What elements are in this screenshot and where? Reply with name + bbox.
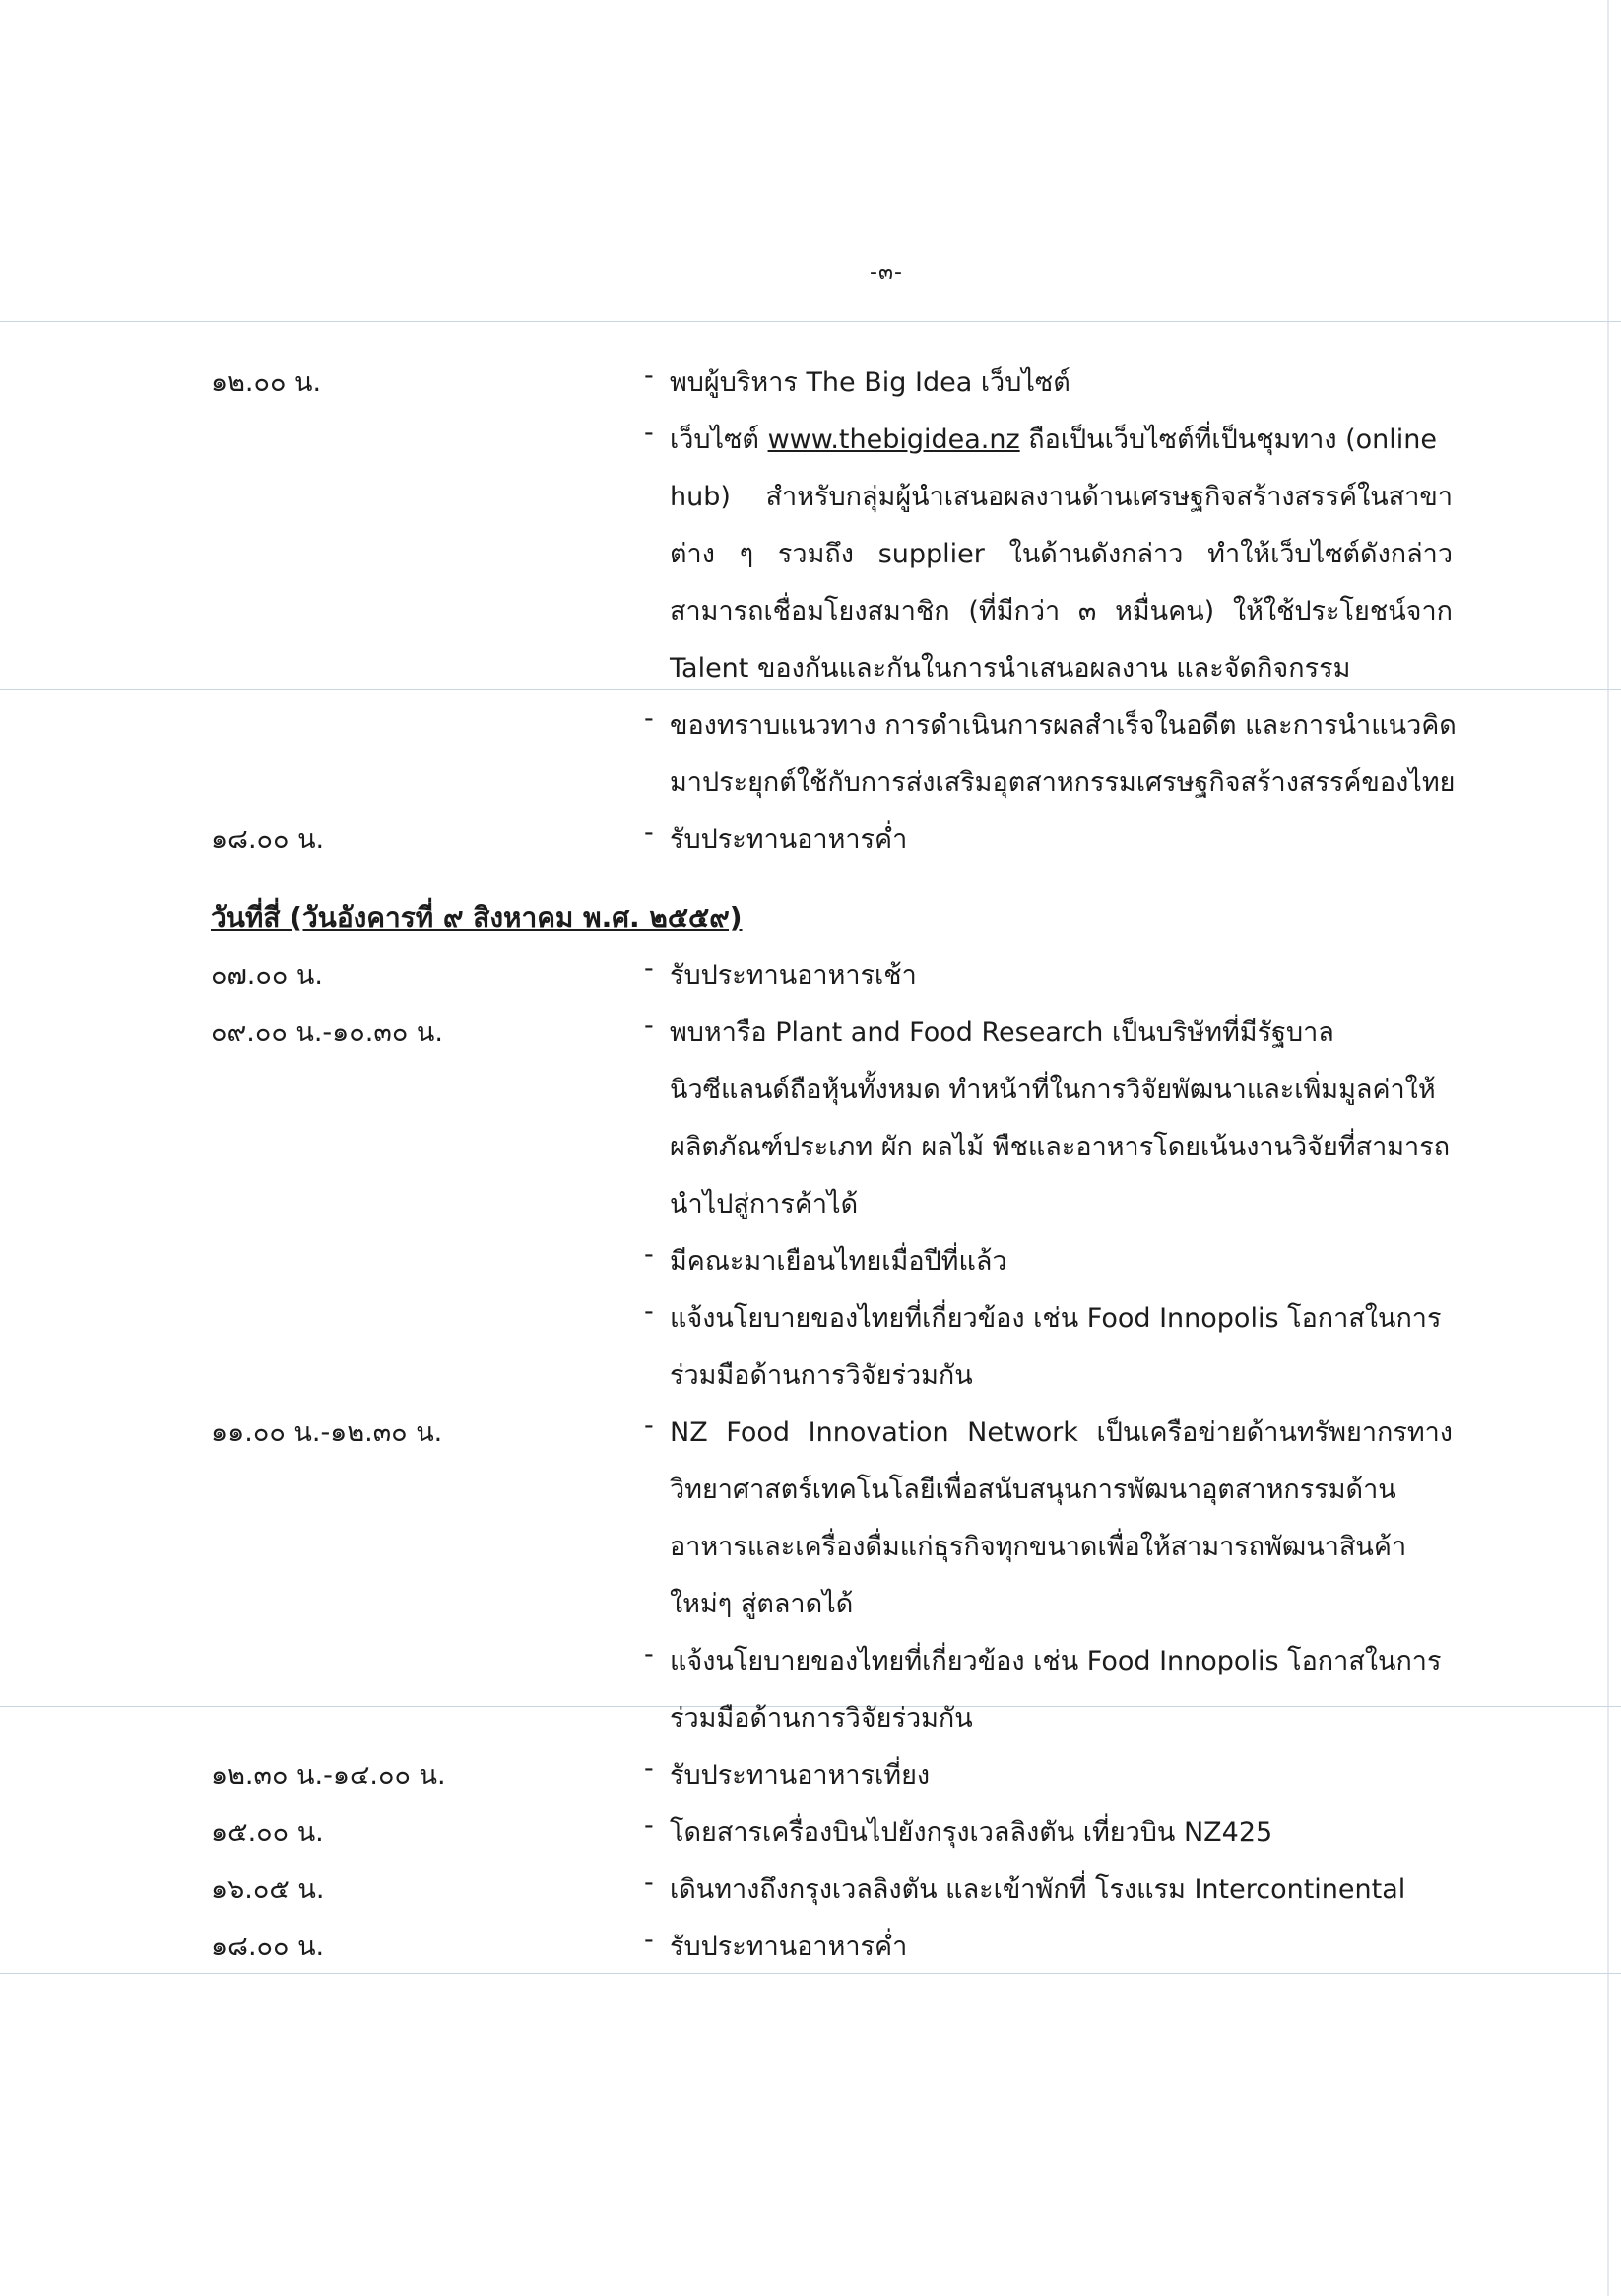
line-text: รับประทานอาหารเช้า	[670, 960, 917, 991]
schedule-line	[0, 1688, 1621, 1745]
line-text: รับประทานอาหารเที่ยง	[670, 1760, 931, 1791]
schedule-line	[0, 1803, 1621, 1860]
schedule-line	[0, 695, 1621, 753]
schedule-line	[0, 1288, 1621, 1345]
schedule-line	[0, 753, 1621, 810]
line-text: ร่วมมือด้านการวิจัยร่วมกัน	[670, 1703, 973, 1734]
time-label: ๑๒.๓๐ น.-๑๔.๐๐ น.	[211, 1760, 446, 1791]
schedule-line	[0, 638, 1621, 695]
line-text-after: ถือเป็นเว็บไซต์ที่เป็นชุมทาง (online	[1019, 425, 1437, 455]
bullet-dash: -	[644, 953, 654, 984]
schedule-line	[0, 1403, 1621, 1460]
schedule-line	[0, 1917, 1621, 1974]
bullet-dash: -	[644, 1810, 654, 1841]
schedule-line	[0, 581, 1621, 638]
line-text: NZ Food Innovation Network เป็นเครือข่ายด้านทรัพยากรทาง	[670, 1417, 1453, 1448]
bullet-dash: -	[644, 418, 654, 448]
line-text: เดินทางถึงกรุงเวลลิงตัน และเข้าพักที่ โรงแรม Intercontinental	[670, 1874, 1406, 1905]
scan-line	[0, 321, 1621, 322]
schedule-line	[0, 1174, 1621, 1231]
schedule-line	[0, 353, 1621, 410]
line-text: แจ้งนโยบายของไทยที่เกี่ยวข้อง เช่น Food Innopolis โอกาสในการ	[670, 1303, 1442, 1334]
bullet-dash: -	[644, 1410, 654, 1441]
line-text: นำไปสู่การค้าได้	[670, 1189, 859, 1219]
bullet-dash: -	[644, 703, 654, 734]
schedule-line	[0, 1460, 1621, 1517]
line-text: รับประทานอาหารค่ำ	[670, 1932, 908, 1962]
bullet-dash: -	[644, 1296, 654, 1327]
line-text: พบผู้บริหาร The Big Idea เว็บไซต์	[670, 367, 1070, 398]
schedule-line	[0, 946, 1621, 1003]
bullet-dash: -	[644, 361, 654, 391]
line-text: ผลิตภัณฑ์ประเภท ผัก ผลไม้ พืชและอาหารโดยเน้นงานวิจัยที่สามารถ	[670, 1132, 1451, 1162]
time-label: ๑๖.๐๕ น.	[211, 1874, 325, 1905]
line-text: hub) สำหรับกลุ่มผู้นำเสนอผลงานด้านเศรษฐกิจสร้างสรรค์ในสาขา	[670, 482, 1453, 512]
line-text: มีคณะมาเยือนไทยเมื่อปีที่แล้ว	[670, 1246, 1007, 1277]
bullet-dash: -	[644, 1639, 654, 1670]
bullet-dash: -	[644, 1868, 654, 1898]
schedule-line	[0, 524, 1621, 581]
line-text: นิวซีแลนด์ถือหุ้นทั้งหมด ทำหน้าที่ในการวิจัยพัฒนาและเพิ่มมูลค่าให้	[670, 1075, 1436, 1105]
line-text: ต่าง ๆ รวมถึง supplier ในด้านดังกล่าว ทำให้เว็บไซต์ดังกล่าว	[670, 539, 1453, 569]
time-label: ๐๗.๐๐ น.	[211, 960, 323, 991]
schedule-line	[0, 1745, 1621, 1803]
schedule-line	[0, 1003, 1621, 1060]
line-text: Talent ของกันและกันในการนำเสนอผลงาน และจัดกิจกรรม	[670, 653, 1351, 684]
time-label: ๑๒.๐๐ น.	[211, 367, 322, 398]
schedule-line	[0, 1117, 1621, 1174]
bullet-dash: -	[644, 818, 654, 848]
time-label: ๐๙.๐๐ น.-๑๐.๓๐ น.	[211, 1017, 443, 1048]
line-text: รับประทานอาหารค่ำ	[670, 824, 908, 855]
schedule-line	[0, 1574, 1621, 1631]
line-text: ร่วมมือด้านการวิจัยร่วมกัน	[670, 1360, 973, 1391]
bullet-dash: -	[644, 1011, 654, 1041]
line-text	[670, 418, 1437, 460]
schedule-line	[0, 410, 1621, 467]
time-label: ๑๑.๐๐ น.-๑๒.๓๐ น.	[211, 1417, 443, 1448]
time-label: ๑๘.๐๐ น.	[211, 824, 325, 855]
schedule-line	[0, 467, 1621, 524]
bullet-dash: -	[644, 1925, 654, 1955]
bullet-dash: -	[644, 1753, 654, 1784]
line-text: ของทราบแนวทาง การดำเนินการผลสำเร็จในอดีต และการนำแนวคิด	[670, 710, 1457, 741]
bullet-dash: -	[644, 1239, 654, 1270]
day-heading: วันที่สี่ (วันอังคารที่ ๙ สิงหาคม พ.ศ. ๒๕๕๙)	[211, 901, 743, 934]
time-label: ๑๘.๐๐ น.	[211, 1932, 325, 1962]
schedule-line	[0, 810, 1621, 867]
page-number: -๓-	[870, 260, 903, 285]
schedule-line	[0, 1631, 1621, 1688]
schedule-line	[0, 1231, 1621, 1288]
schedule-line	[0, 1060, 1621, 1117]
line-text: มาประยุกต์ใช้กับการส่งเสริมอุตสาหกรรมเศรษฐกิจสร้างสรรค์ของไทย	[670, 767, 1456, 798]
line-text: วิทยาศาสตร์เทคโนโลยีเพื่อสนับสนุนการพัฒนาอุตสาหกรรมด้าน	[670, 1475, 1396, 1505]
time-label: ๑๕.๐๐ น.	[211, 1817, 324, 1848]
line-text: โดยสารเครื่องบินไปยังกรุงเวลลิงตัน เที่ยวบิน NZ425	[670, 1817, 1273, 1848]
website-link[interactable]: www.thebigidea.nz	[767, 425, 1020, 455]
schedule-line	[0, 1860, 1621, 1917]
line-text-before: เว็บไซต์	[670, 425, 768, 455]
schedule-line	[0, 1345, 1621, 1403]
line-text: แจ้งนโยบายของไทยที่เกี่ยวข้อง เช่น Food Innopolis โอกาสในการ	[670, 1646, 1442, 1676]
line-text: อาหารและเครื่องดื่มแก่ธุรกิจทุกขนาดเพื่อให้สามารถพัฒนาสินค้า	[670, 1532, 1407, 1562]
line-text: พบหารือ Plant and Food Research เป็นบริษัทที่มีรัฐบาล	[670, 1017, 1334, 1048]
schedule-line	[0, 1517, 1621, 1574]
line-text: ใหม่ๆ สู่ตลาดได้	[670, 1589, 854, 1619]
line-text: สามารถเชื่อมโยงสมาชิก (ที่มีกว่า ๓ หมื่นคน) ให้ใช้ประโยชน์จาก	[670, 596, 1453, 626]
